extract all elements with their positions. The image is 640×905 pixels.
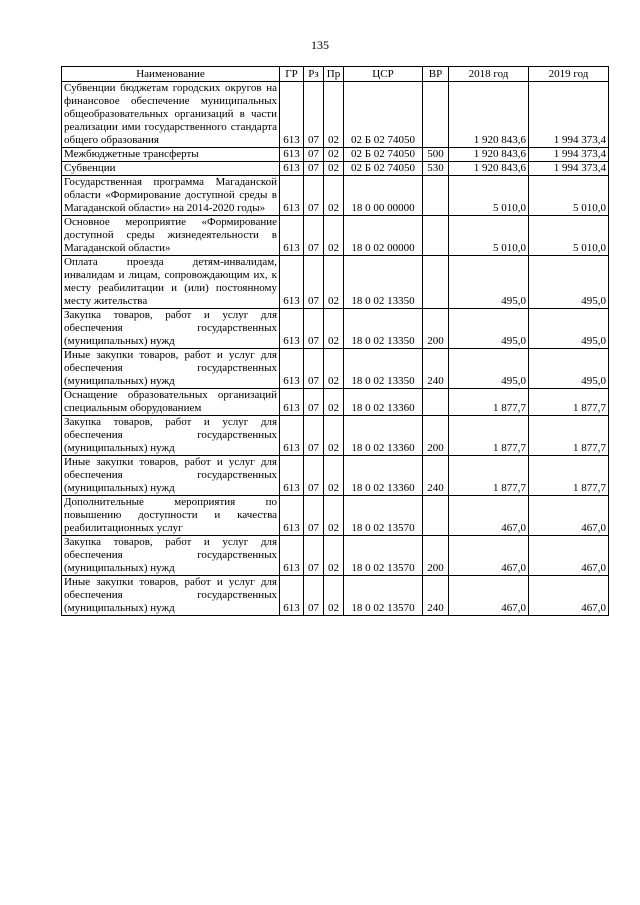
cell-gr: 613 bbox=[280, 349, 304, 389]
cell-2018: 467,0 bbox=[449, 496, 529, 536]
cell-rz: 07 bbox=[304, 216, 324, 256]
cell-rz: 07 bbox=[304, 416, 324, 456]
cell-gr: 613 bbox=[280, 82, 304, 148]
cell-2018: 495,0 bbox=[449, 309, 529, 349]
cell-csr: 18 0 02 13570 bbox=[344, 536, 423, 576]
cell-vr: 240 bbox=[423, 349, 449, 389]
cell-2019: 495,0 bbox=[529, 309, 609, 349]
cell-name: Межбюджетные трансферты bbox=[62, 148, 280, 162]
cell-csr: 18 0 02 13360 bbox=[344, 389, 423, 416]
cell-2018: 495,0 bbox=[449, 349, 529, 389]
table-row bbox=[62, 536, 609, 576]
cell-rz: 07 bbox=[304, 576, 324, 616]
cell-vr bbox=[423, 389, 449, 416]
cell-pr: 02 bbox=[324, 216, 344, 256]
cell-2018: 1 877,7 bbox=[449, 389, 529, 416]
table-row bbox=[62, 176, 609, 216]
table-row bbox=[62, 496, 609, 536]
cell-2019: 1 877,7 bbox=[529, 389, 609, 416]
cell-pr: 02 bbox=[324, 162, 344, 176]
table-row bbox=[62, 576, 609, 616]
cell-pr: 02 bbox=[324, 456, 344, 496]
cell-rz: 07 bbox=[304, 456, 324, 496]
cell-vr: 240 bbox=[423, 576, 449, 616]
cell-pr: 02 bbox=[324, 256, 344, 309]
cell-pr: 02 bbox=[324, 309, 344, 349]
cell-csr: 02 Б 02 74050 bbox=[344, 82, 423, 148]
cell-name: Государственная программа Магаданской области «Формирование доступной среды в Магаданской области» на 2014-2020 годы» bbox=[62, 176, 280, 216]
cell-pr: 02 bbox=[324, 496, 344, 536]
table-row bbox=[62, 456, 609, 496]
cell-vr: 200 bbox=[423, 536, 449, 576]
page-number: 135 bbox=[311, 38, 329, 52]
table-row bbox=[62, 349, 609, 389]
cell-gr: 613 bbox=[280, 536, 304, 576]
cell-vr bbox=[423, 496, 449, 536]
cell-2019: 1 877,7 bbox=[529, 456, 609, 496]
cell-name: Иные закупки товаров, работ и услуг для обеспечения государственных (муниципальных) нужд bbox=[62, 576, 280, 616]
cell-pr: 02 bbox=[324, 176, 344, 216]
cell-pr: 02 bbox=[324, 82, 344, 148]
table-row bbox=[62, 256, 609, 309]
table-row bbox=[62, 148, 609, 162]
cell-csr: 02 Б 02 74050 bbox=[344, 148, 423, 162]
table-row bbox=[62, 416, 609, 456]
table-row bbox=[62, 216, 609, 256]
header-csr: ЦСР bbox=[344, 67, 423, 82]
cell-vr: 200 bbox=[423, 309, 449, 349]
cell-gr: 613 bbox=[280, 496, 304, 536]
cell-csr: 18 0 02 13570 bbox=[344, 576, 423, 616]
cell-name: Оснащение образовательных организаций специальным оборудованием bbox=[62, 389, 280, 416]
cell-2018: 5 010,0 bbox=[449, 176, 529, 216]
cell-gr: 613 bbox=[280, 416, 304, 456]
cell-vr: 530 bbox=[423, 162, 449, 176]
cell-name: Субвенции бюджетам городских округов на финансовое обеспечение муниципальных общеобразовательных организаций в части реализации ими государственного стандарта общего образования bbox=[62, 82, 280, 148]
cell-gr: 613 bbox=[280, 389, 304, 416]
cell-gr: 613 bbox=[280, 576, 304, 616]
cell-rz: 07 bbox=[304, 256, 324, 309]
cell-2019: 1 994 373,4 bbox=[529, 82, 609, 148]
cell-2019: 495,0 bbox=[529, 256, 609, 309]
cell-pr: 02 bbox=[324, 416, 344, 456]
cell-rz: 07 bbox=[304, 389, 324, 416]
cell-2019: 5 010,0 bbox=[529, 176, 609, 216]
cell-gr: 613 bbox=[280, 148, 304, 162]
cell-pr: 02 bbox=[324, 349, 344, 389]
table-row bbox=[62, 309, 609, 349]
header-vr: ВР bbox=[423, 67, 449, 82]
cell-name: Дополнительные мероприятия по повышению доступности и качества реабилитационных услуг bbox=[62, 496, 280, 536]
cell-2018: 1 920 843,6 bbox=[449, 162, 529, 176]
cell-name: Иные закупки товаров, работ и услуг для обеспечения государственных (муниципальных) нужд bbox=[62, 349, 280, 389]
header-2018: 2018 год bbox=[449, 67, 529, 82]
cell-gr: 613 bbox=[280, 176, 304, 216]
cell-rz: 07 bbox=[304, 82, 324, 148]
cell-name: Иные закупки товаров, работ и услуг для обеспечения государственных (муниципальных) нужд bbox=[62, 456, 280, 496]
cell-2019: 1 994 373,4 bbox=[529, 148, 609, 162]
cell-2018: 495,0 bbox=[449, 256, 529, 309]
cell-2019: 467,0 bbox=[529, 576, 609, 616]
table-row bbox=[62, 162, 609, 176]
cell-name: Закупка товаров, работ и услуг для обеспечения государственных (муниципальных) нужд bbox=[62, 416, 280, 456]
cell-vr bbox=[423, 176, 449, 216]
cell-pr: 02 bbox=[324, 148, 344, 162]
table-row bbox=[62, 82, 609, 148]
cell-2018: 1 920 843,6 bbox=[449, 148, 529, 162]
cell-vr: 500 bbox=[423, 148, 449, 162]
cell-rz: 07 bbox=[304, 176, 324, 216]
header-2019: 2019 год bbox=[529, 67, 609, 82]
cell-vr bbox=[423, 216, 449, 256]
cell-gr: 613 bbox=[280, 309, 304, 349]
cell-csr: 18 0 02 00000 bbox=[344, 216, 423, 256]
cell-csr: 18 0 02 13360 bbox=[344, 416, 423, 456]
cell-rz: 07 bbox=[304, 536, 324, 576]
cell-csr: 18 0 02 13360 bbox=[344, 456, 423, 496]
header-gr: ГР bbox=[280, 67, 304, 82]
header-rz: Рз bbox=[304, 67, 324, 82]
cell-csr: 18 0 02 13350 bbox=[344, 349, 423, 389]
cell-2018: 467,0 bbox=[449, 576, 529, 616]
cell-2018: 467,0 bbox=[449, 536, 529, 576]
cell-name: Закупка товаров, работ и услуг для обеспечения государственных (муниципальных) нужд bbox=[62, 309, 280, 349]
cell-2019: 5 010,0 bbox=[529, 216, 609, 256]
cell-2019: 1 994 373,4 bbox=[529, 162, 609, 176]
cell-rz: 07 bbox=[304, 349, 324, 389]
cell-gr: 613 bbox=[280, 256, 304, 309]
cell-2019: 467,0 bbox=[529, 536, 609, 576]
table-header-row bbox=[62, 67, 609, 82]
cell-2018: 1 877,7 bbox=[449, 416, 529, 456]
cell-name: Основное мероприятие «Формирование доступной среды жизнедеятельности в Магаданской области» bbox=[62, 216, 280, 256]
cell-name: Закупка товаров, работ и услуг для обеспечения государственных (муниципальных) нужд bbox=[62, 536, 280, 576]
header-pr: Пр bbox=[324, 67, 344, 82]
cell-rz: 07 bbox=[304, 148, 324, 162]
table-row bbox=[62, 389, 609, 416]
cell-2019: 495,0 bbox=[529, 349, 609, 389]
cell-vr bbox=[423, 256, 449, 309]
cell-rz: 07 bbox=[304, 162, 324, 176]
cell-rz: 07 bbox=[304, 309, 324, 349]
budget-table bbox=[61, 66, 609, 616]
cell-pr: 02 bbox=[324, 576, 344, 616]
cell-pr: 02 bbox=[324, 389, 344, 416]
cell-csr: 18 0 02 13350 bbox=[344, 309, 423, 349]
cell-2019: 1 877,7 bbox=[529, 416, 609, 456]
cell-vr bbox=[423, 82, 449, 148]
table-body bbox=[62, 82, 609, 616]
cell-vr: 240 bbox=[423, 456, 449, 496]
cell-csr: 18 0 02 13350 bbox=[344, 256, 423, 309]
cell-gr: 613 bbox=[280, 456, 304, 496]
header-name: Наименование bbox=[62, 67, 280, 82]
cell-2018: 1 920 843,6 bbox=[449, 82, 529, 148]
cell-gr: 613 bbox=[280, 216, 304, 256]
cell-2018: 5 010,0 bbox=[449, 216, 529, 256]
cell-2018: 1 877,7 bbox=[449, 456, 529, 496]
cell-pr: 02 bbox=[324, 536, 344, 576]
cell-name: Оплата проезда детям-инвалидам, инвалидам и лицам, сопровождающим их, к месту реабилитации и (или) постоянному месту жительства bbox=[62, 256, 280, 309]
cell-csr: 02 Б 02 74050 bbox=[344, 162, 423, 176]
cell-2019: 467,0 bbox=[529, 496, 609, 536]
cell-vr: 200 bbox=[423, 416, 449, 456]
cell-rz: 07 bbox=[304, 496, 324, 536]
cell-name: Субвенции bbox=[62, 162, 280, 176]
cell-csr: 18 0 00 00000 bbox=[344, 176, 423, 216]
cell-csr: 18 0 02 13570 bbox=[344, 496, 423, 536]
cell-gr: 613 bbox=[280, 162, 304, 176]
